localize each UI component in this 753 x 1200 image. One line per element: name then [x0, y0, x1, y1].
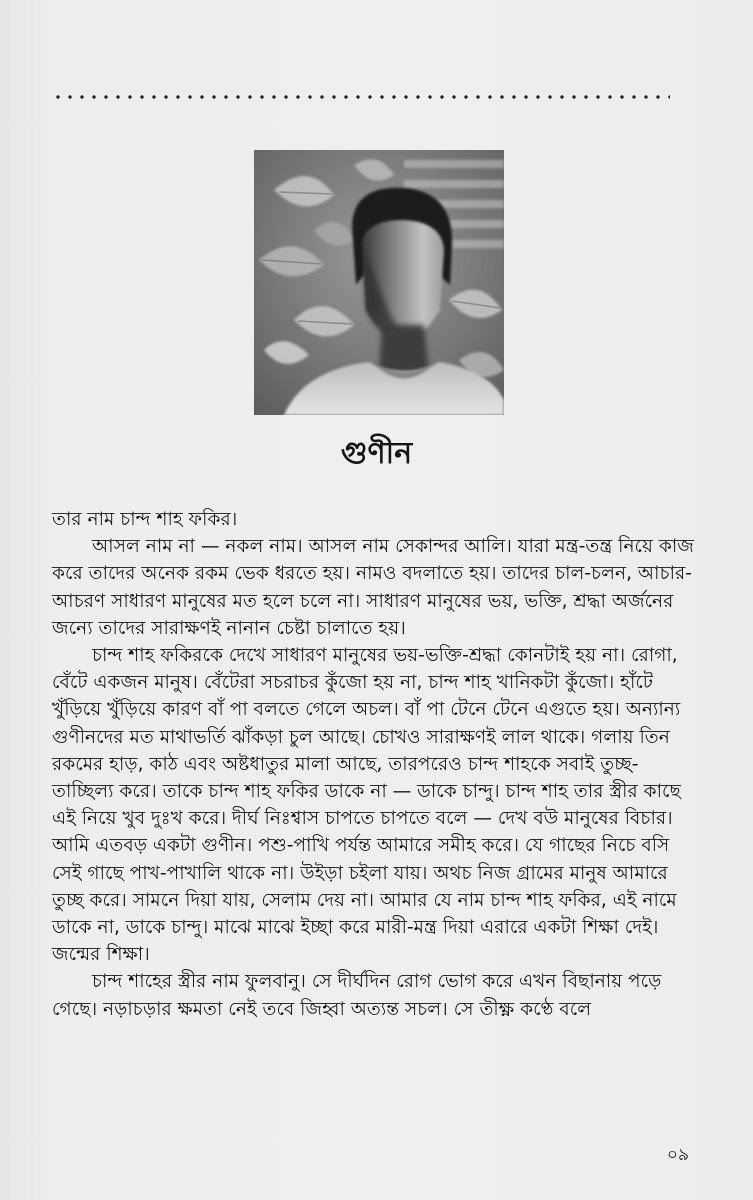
paragraph: আসল নাম না — নকল নাম। আসল নাম সেকান্দর আলি। যারা মন্ত্র-তন্ত্র নিয়ে কাজ করে তাদের অনেক রকম ভেক ধরতে হয়। নামও বদলাতে হয়। তাদের চাল-চলন, আচার-আচরণ সাধারণ মানুষের মত হলে চলে না। সাধারণ মানুষের ভয়, ভক্তি, শ্রদ্ধা অর্জনের জন্যে তাদের সারাক্ষণই নানান চেষ্টা চালাতে হয়।: [52, 536, 694, 639]
paragraph: তার নাম চান্দ শাহ ফকির।: [52, 509, 238, 530]
story-title: গুণীন: [340, 436, 413, 471]
paragraph: চান্দ শাহের স্ত্রীর নাম ফুলবানু। সে দীর্ঘদিন রোগ ভোগ করে এখন বিছানায় পড়ে গেছে। নড়াচড়ার ক্ষমতা নেই তবে জিহ্বা অত্যন্ত সচল। সে তীক্ষ্ণ কণ্ঠে বলে: [52, 971, 662, 1020]
portrait-illustration: [254, 150, 504, 415]
page-number: ০৯: [666, 1145, 689, 1165]
story-body: [52, 506, 694, 1023]
dotted-divider: [52, 94, 670, 100]
paragraph: চান্দ শাহ ফকিরকে দেখে সাধারণ মানুষের ভয়-ভক্তি-শ্রদ্ধা কোনটাই হয় না। রোগা, বেঁটে একজন মানুষ। বেঁটেরা সচরাচর কুঁজো হয় না, চান্দ শাহ খানিকটা কুঁজো। হাঁটে খুঁড়িয়ে খুঁড়িয়ে কারণ বাঁ পা বলতে গেলে অচল। বাঁ পা টেনে টেনে এগুতে হয়। অন্যান্য গুণীনদের মত মাথাভর্তি ঝাঁকড়া চুল আছে। চোখও সারাক্ষণই লাল থাকে। গলায় তিন রকমের হাড়, কাঠ এবং অষ্টধাতুর মালা আছে, তারপরেও চান্দ শাহকে সবাই তুচ্ছ-তাচ্ছিল্য করে। তাকে চান্দ শাহ ফকির ডাকে না — ডাকে চান্দু। চান্দ শাহ তার স্ত্রীর কাছে এই নিয়ে খুব দুঃখ করে। দীর্ঘ নিঃশ্বাস চাপতে চাপতে বলে — দেখ বউ মানুষের বিচার। আমি এতবড় একটা গুণীন। পশু-পাখি পর্যন্ত আমারে সমীহ করে। যে গাছের নিচে বসি সেই গাছে পাখ-পাখালি থাকে না। উইড়া চইলা যায়। অথচ নিজ গ্রামের মানুষ আমারে তুচ্ছ করে। সামনে দিয়া যায়, সেলাম দেয় না। আমার যে নাম চান্দ শাহ ফকির, এই নামে ডাকে না, ডাকে চান্দু। মাঝে মাঝে ইচ্ছা করে মারী-মন্ত্র দিয়া এরারে একটা শিক্ষা দেই। জন্মের শিক্ষা।: [52, 645, 681, 966]
